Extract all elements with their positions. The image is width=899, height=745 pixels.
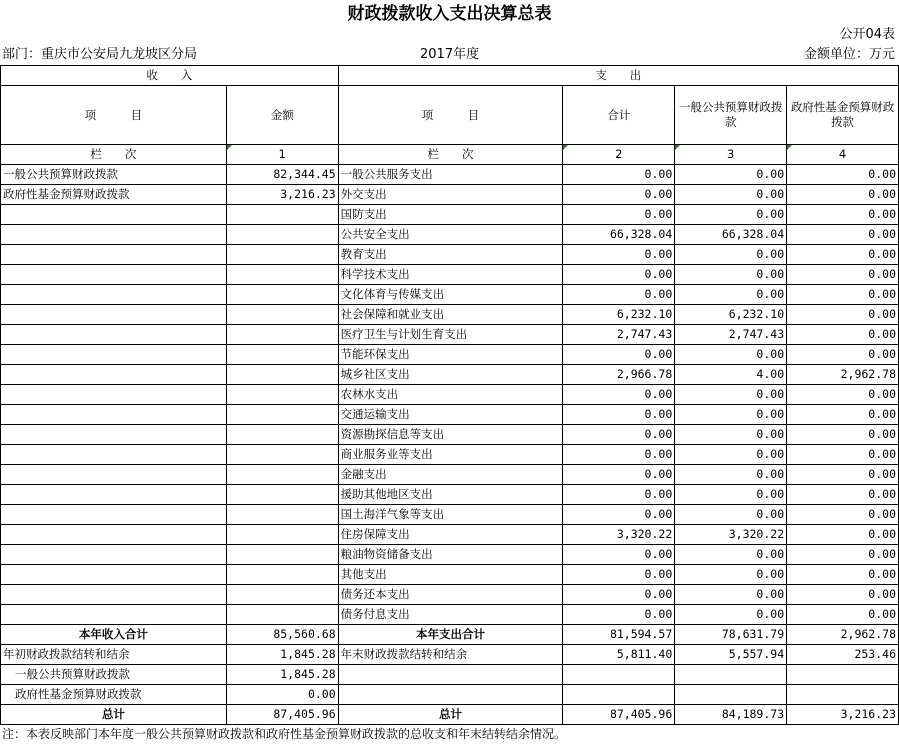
empty-cell [675, 665, 787, 685]
expense-fund: 2,962.78 [787, 365, 899, 385]
income-amount [226, 405, 338, 425]
expense-item-name: 债务还本支出 [338, 585, 563, 605]
income-item-header: 项 目 [1, 86, 227, 145]
expense-fund-header: 政府性基金预算财政拨款 [787, 86, 899, 145]
table-row [1, 405, 899, 425]
expense-total: 0.00 [563, 185, 675, 205]
table-row [1, 345, 899, 365]
table-row [1, 445, 899, 465]
table-row [1, 185, 899, 205]
expense-total: 0.00 [563, 205, 675, 225]
grand-total-income: 87,405.96 [226, 705, 338, 725]
expense-general: 0.00 [675, 585, 787, 605]
income-amount [226, 345, 338, 365]
income-item-name [1, 245, 227, 265]
expense-general: 0.00 [675, 405, 787, 425]
income-item-name [1, 385, 227, 405]
expense-total: 0.00 [563, 165, 675, 185]
begin-general-label: 一般公共预算财政拨款 [1, 665, 227, 685]
table-row [1, 325, 899, 345]
income-item-name [1, 205, 227, 225]
income-item-name: 一般公共预算财政拨款 [1, 165, 227, 185]
income-amount [226, 385, 338, 405]
expense-general: 0.00 [675, 505, 787, 525]
income-item-name [1, 225, 227, 245]
begin-fund-amount: 0.00 [226, 685, 338, 705]
expense-general: 0.00 [675, 465, 787, 485]
expense-general: 66,328.04 [675, 225, 787, 245]
table-row [1, 205, 899, 225]
expense-total: 0.00 [563, 565, 675, 585]
expense-item-name: 资源勘探信息等支出 [338, 425, 563, 445]
begin-general-amount: 1,845.28 [226, 665, 338, 685]
expense-total: 0.00 [563, 465, 675, 485]
income-amount [226, 565, 338, 585]
end-balance-general: 5,557.94 [675, 645, 787, 665]
expense-total: 0.00 [563, 345, 675, 365]
empty-cell [563, 665, 675, 685]
year-income-label: 本年收入合计 [1, 625, 227, 645]
expense-item-name: 债务付息支出 [338, 605, 563, 625]
expense-fund: 0.00 [787, 545, 899, 565]
expense-total: 3,320.22 [563, 525, 675, 545]
expense-general: 3,320.22 [675, 525, 787, 545]
empty-cell [787, 685, 899, 705]
expense-total: 0.00 [563, 405, 675, 425]
income-amount [226, 365, 338, 385]
expense-item-name: 社会保障和就业支出 [338, 305, 563, 325]
fiscal-year: 2017年度 [420, 47, 480, 62]
expense-total: 0.00 [563, 485, 675, 505]
expense-general: 0.00 [675, 285, 787, 305]
expense-total: 66,328.04 [563, 225, 675, 245]
expense-seq-label: 栏 次 [338, 145, 563, 165]
grand-total-expense: 87,405.96 [563, 705, 675, 725]
expense-total: 6,232.10 [563, 305, 675, 325]
grand-total-general: 84,189.73 [675, 705, 787, 725]
income-amount [226, 305, 338, 325]
expense-total: 2,747.43 [563, 325, 675, 345]
expense-item-name: 农林水支出 [338, 385, 563, 405]
expense-item-name: 粮油物资储备支出 [338, 545, 563, 565]
seq-1: 1 [226, 145, 338, 165]
expense-fund: 0.00 [787, 345, 899, 365]
income-amount: 82,344.45 [226, 165, 338, 185]
income-section-header: 收 入 [1, 66, 339, 86]
income-amount [226, 545, 338, 565]
begin-balance-label: 年初财政拨款结转和结余 [1, 645, 227, 665]
table-row [1, 305, 899, 325]
year-expense-total: 81,594.57 [563, 625, 675, 645]
table-row [1, 385, 899, 405]
seq-2: 2 [563, 145, 675, 165]
department-label: 部门：重庆市公安局九龙坡区分局 [2, 47, 198, 62]
table-row [1, 245, 899, 265]
expense-fund: 0.00 [787, 605, 899, 625]
empty-cell [787, 665, 899, 685]
income-item-name [1, 525, 227, 545]
table-row [1, 605, 899, 625]
table-row [1, 465, 899, 485]
expense-item-name: 交通运输支出 [338, 405, 563, 425]
expense-fund: 0.00 [787, 265, 899, 285]
income-item-name [1, 285, 227, 305]
income-item-name [1, 365, 227, 385]
income-amount [226, 465, 338, 485]
expense-item-name: 科学技术支出 [338, 265, 563, 285]
table-row [1, 165, 899, 185]
expense-total: 0.00 [563, 245, 675, 265]
expense-total: 0.00 [563, 285, 675, 305]
grand-total-fund: 3,216.23 [787, 705, 899, 725]
income-amount [226, 485, 338, 505]
table-row [1, 485, 899, 505]
income-amount [226, 605, 338, 625]
income-item-name [1, 325, 227, 345]
expense-item-name: 医疗卫生与计划生育支出 [338, 325, 563, 345]
income-seq-label: 栏 次 [1, 145, 227, 165]
table-row [1, 505, 899, 525]
expense-fund: 0.00 [787, 245, 899, 265]
income-amount [226, 225, 338, 245]
table-row [1, 285, 899, 305]
income-amount [226, 265, 338, 285]
expense-total: 0.00 [563, 585, 675, 605]
expense-fund: 0.00 [787, 585, 899, 605]
table-row [1, 365, 899, 385]
expense-item-name: 公共安全支出 [338, 225, 563, 245]
expense-fund: 0.00 [787, 525, 899, 545]
end-balance-total: 5,811.40 [563, 645, 675, 665]
expense-fund: 0.00 [787, 505, 899, 525]
table-row [1, 425, 899, 445]
income-item-name [1, 405, 227, 425]
expense-fund: 0.00 [787, 205, 899, 225]
table-row [1, 525, 899, 545]
expense-fund: 0.00 [787, 385, 899, 405]
year-income-amount: 85,560.68 [226, 625, 338, 645]
expense-general: 0.00 [675, 565, 787, 585]
year-expense-label: 本年支出合计 [338, 625, 563, 645]
expense-item-name: 节能环保支出 [338, 345, 563, 365]
income-amount [226, 505, 338, 525]
table-row [1, 265, 899, 285]
empty-cell [563, 685, 675, 705]
expense-section-header: 支 出 [338, 66, 898, 86]
income-amount [226, 205, 338, 225]
report-title: 财政拨款收入支出决算总表 [347, 4, 552, 24]
expense-general: 0.00 [675, 205, 787, 225]
table-row [1, 585, 899, 605]
grand-total-expense-label: 总计 [338, 705, 563, 725]
expense-item-name: 商业服务业等支出 [338, 445, 563, 465]
expense-total-header: 合计 [563, 86, 675, 145]
expense-general: 0.00 [675, 605, 787, 625]
expense-total: 0.00 [563, 445, 675, 465]
income-item-name [1, 445, 227, 465]
expense-fund: 0.00 [787, 285, 899, 305]
expense-fund: 0.00 [787, 465, 899, 485]
expense-general: 0.00 [675, 265, 787, 285]
expense-general: 0.00 [675, 445, 787, 465]
income-item-name [1, 305, 227, 325]
expense-general: 0.00 [675, 185, 787, 205]
expense-item-name: 国土海洋气象等支出 [338, 505, 563, 525]
table-row [1, 545, 899, 565]
expense-general: 4.00 [675, 365, 787, 385]
expense-fund: 0.00 [787, 165, 899, 185]
income-item-name [1, 265, 227, 285]
expense-fund: 0.00 [787, 225, 899, 245]
income-item-name [1, 505, 227, 525]
empty-cell [338, 665, 563, 685]
income-amount [226, 525, 338, 545]
income-amount [226, 425, 338, 445]
income-item-name [1, 425, 227, 445]
expense-general: 0.00 [675, 385, 787, 405]
expense-fund: 0.00 [787, 445, 899, 465]
expense-fund: 0.00 [787, 325, 899, 345]
expense-fund: 0.00 [787, 405, 899, 425]
amount-unit: 金额单位：万元 [803, 47, 895, 62]
expense-fund: 0.00 [787, 185, 899, 205]
seq-4: 4 [787, 145, 899, 165]
income-amount [226, 285, 338, 305]
empty-cell [675, 685, 787, 705]
year-expense-general: 78,631.79 [675, 625, 787, 645]
expense-total: 2,966.78 [563, 365, 675, 385]
expense-general: 6,232.10 [675, 305, 787, 325]
expense-general: 0.00 [675, 545, 787, 565]
footnote: 注：本表反映部门本年度一般公共预算财政拨款和政府性基金预算财政拨款的总收支和年末结转结余情况。 [2, 727, 567, 741]
expense-total: 0.00 [563, 545, 675, 565]
expense-total: 0.00 [563, 385, 675, 405]
expense-item-name: 一般公共服务支出 [338, 165, 563, 185]
expense-total: 0.00 [563, 265, 675, 285]
expense-total: 0.00 [563, 425, 675, 445]
year-expense-fund: 2,962.78 [787, 625, 899, 645]
table-row [1, 565, 899, 585]
income-amount-header: 金额 [226, 86, 338, 145]
expense-fund: 0.00 [787, 425, 899, 445]
income-amount: 3,216.23 [226, 185, 338, 205]
expense-item-name: 住房保障支出 [338, 525, 563, 545]
income-item-name [1, 465, 227, 485]
form-number: 公开04表 [839, 27, 895, 42]
end-balance-fund: 253.46 [787, 645, 899, 665]
income-item-name [1, 565, 227, 585]
expense-fund: 0.00 [787, 305, 899, 325]
seq-3: 3 [675, 145, 787, 165]
expense-general: 0.00 [675, 165, 787, 185]
expense-general: 0.00 [675, 485, 787, 505]
expense-fund: 0.00 [787, 485, 899, 505]
expense-item-name: 国防支出 [338, 205, 563, 225]
income-item-name [1, 345, 227, 365]
income-amount [226, 325, 338, 345]
income-amount [226, 585, 338, 605]
expense-general: 0.00 [675, 425, 787, 445]
expense-item-name: 金融支出 [338, 465, 563, 485]
expense-general-header: 一般公共预算财政拨款 [675, 86, 787, 145]
income-item-name [1, 605, 227, 625]
income-item-name: 政府性基金预算财政拨款 [1, 185, 227, 205]
expense-total: 0.00 [563, 505, 675, 525]
expense-item-name: 文化体育与传媒支出 [338, 285, 563, 305]
expense-fund: 0.00 [787, 565, 899, 585]
end-balance-label: 年末财政拨款结转和结余 [338, 645, 563, 665]
begin-fund-label: 政府性基金预算财政拨款 [1, 685, 227, 705]
begin-balance-amount: 1,845.28 [226, 645, 338, 665]
budget-table [0, 65, 899, 725]
expense-item-name: 城乡社区支出 [338, 365, 563, 385]
expense-item-name: 外交支出 [338, 185, 563, 205]
expense-item-name: 其他支出 [338, 565, 563, 585]
expense-item-name: 援助其他地区支出 [338, 485, 563, 505]
empty-cell [338, 685, 563, 705]
grand-total-income-label: 总计 [1, 705, 227, 725]
income-amount [226, 445, 338, 465]
expense-general: 0.00 [675, 245, 787, 265]
income-item-name [1, 545, 227, 565]
income-item-name [1, 485, 227, 505]
expense-general: 0.00 [675, 345, 787, 365]
income-amount [226, 245, 338, 265]
expense-general: 2,747.43 [675, 325, 787, 345]
expense-item-name: 教育支出 [338, 245, 563, 265]
expense-item-header: 项 目 [338, 86, 563, 145]
income-item-name [1, 585, 227, 605]
expense-total: 0.00 [563, 605, 675, 625]
table-row [1, 225, 899, 245]
